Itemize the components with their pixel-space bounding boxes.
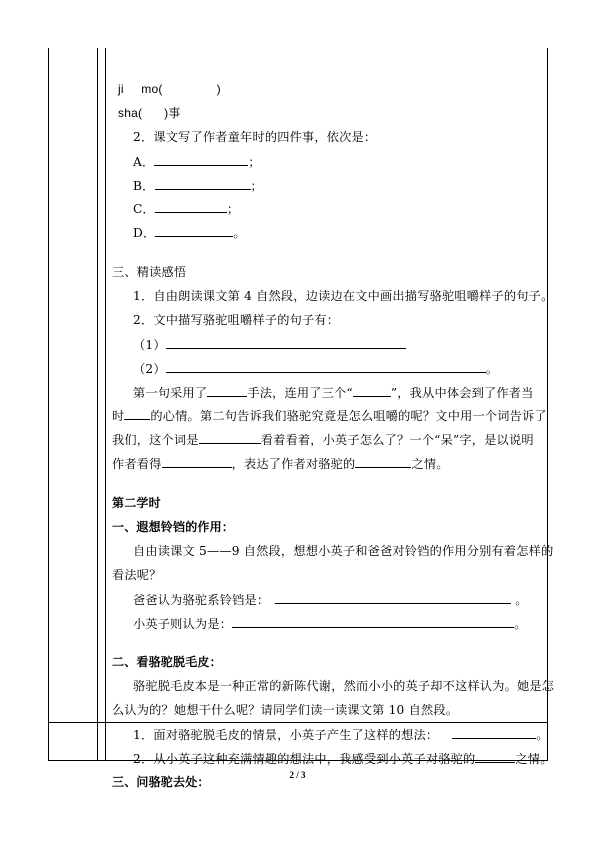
prompt-text: 之情。 [515, 752, 553, 766]
answer-blank[interactable] [475, 750, 515, 763]
paragraph-text: 我们，这个词是 [112, 433, 199, 447]
punctuation: 。 [485, 362, 499, 376]
answer-blank[interactable] [199, 431, 261, 444]
option-label: B． [133, 179, 155, 193]
punctuation: 。 [233, 226, 246, 240]
answer-blank[interactable] [124, 407, 150, 420]
reading-question-2: 2．文中描写骆驼咀嚼样子的句子有： [133, 313, 340, 327]
answer-blank[interactable] [166, 336, 406, 349]
pinyin-text: mo( [141, 82, 163, 96]
pinyin-line-1 [118, 81, 221, 97]
answer-blank[interactable] [275, 591, 511, 604]
section-heading: 三、问骆驼去处： [112, 775, 210, 789]
pinyin-text: sha( [118, 106, 143, 120]
punctuation: 。 [536, 728, 549, 742]
option-c [133, 200, 239, 217]
table-column-divider [97, 48, 98, 760]
punctuation: ； [250, 179, 263, 193]
paragraph-text: 第一句采用了 [133, 386, 208, 400]
paragraph-text: 的心情。第二句告诉我们骆驼究竟是怎么咀嚼的呢？文中用一个词告诉了 [150, 409, 547, 423]
paragraph-text: 之情。 [411, 457, 449, 471]
section-heading: 三、精读感悟 [112, 265, 187, 279]
answer-blank[interactable] [355, 455, 411, 468]
sentence-item-2 [133, 360, 498, 377]
punctuation: 。 [515, 593, 528, 607]
paragraph-line: 自由读课文 5——9 自然段，想想小英子和爸爸对铃铛的作用分别有着怎样的 [133, 544, 554, 558]
option-d [133, 224, 246, 241]
pinyin-text: )事 [164, 106, 181, 120]
page-number: 2 / 3 [289, 770, 306, 780]
answer-blank[interactable] [207, 384, 247, 397]
punctuation: 。 [514, 617, 527, 631]
paragraph-line [112, 431, 534, 448]
punctuation: ； [248, 155, 261, 169]
prompt-text: 2．从小英子这种充满情趣的想法中，我感受到小英子对骆驼的 [133, 752, 476, 766]
answer-blank[interactable] [166, 360, 486, 373]
paragraph-text: ，表达了作者对骆驼的 [231, 457, 356, 471]
paragraph-text: 手法，连用了三个“ [247, 386, 353, 400]
answer-blank[interactable] [155, 200, 227, 213]
prompt-text: 1．面对骆驼脱毛皮的情景，小英子产生了这样的想法： [133, 728, 439, 742]
option-label: D． [133, 226, 156, 240]
pinyin-text: ji [118, 82, 124, 96]
answer-blank[interactable] [353, 384, 391, 397]
answer-blank[interactable] [155, 224, 233, 237]
paragraph-line: 骆驼脱毛皮本是一种正常的新陈代谢，然而小小的英子却不这样认为。她是怎 [133, 679, 555, 693]
question-line [133, 726, 549, 743]
answer-blank[interactable] [452, 726, 536, 739]
section-heading: 二、看骆驼脱毛皮： [112, 655, 222, 669]
option-label: A． [133, 155, 155, 169]
row-divider [48, 722, 548, 723]
paragraph-line [133, 384, 534, 401]
option-b [133, 177, 263, 194]
item-label: （2） [133, 362, 166, 376]
answer-blank[interactable] [154, 153, 248, 166]
paragraph-text: 看着看着，小英子怎么了？一个“呆”字，是以说明 [260, 433, 534, 447]
prompt-text: 小英子则认为是： [133, 617, 233, 631]
answer-blank[interactable] [162, 455, 232, 468]
section-heading: 一、遐想铃铛的作用： [112, 520, 235, 534]
table-column-divider [105, 48, 106, 760]
pinyin-line-2 [118, 105, 181, 121]
question-four-events: 2．课文写了作者童年时的四件事，依次是： [133, 130, 377, 144]
reading-question-1: 1．自由朗读课文第 4 自然段，边读边在文中画出描写骆驼咀嚼样子的句子。 [133, 289, 554, 303]
ying-view-line [133, 615, 527, 632]
answer-blank[interactable] [232, 615, 514, 628]
paragraph-text: 作者看得 [112, 457, 162, 471]
paragraph-text: ”，我从中体会到了作者当 [390, 386, 534, 400]
option-label: C． [133, 202, 155, 216]
paragraph-line: 看法呢？ [112, 568, 162, 582]
sentence-item-1 [133, 336, 406, 353]
item-label: （1） [133, 338, 166, 352]
answer-blank[interactable] [155, 177, 251, 190]
paragraph-line: 么认为的？她想干什么呢？请同学们读一读课文第 10 自然段。 [112, 703, 459, 717]
prompt-text: 爸爸认为骆驼系铃铛是： [133, 593, 270, 607]
option-a [133, 153, 261, 170]
lesson-heading: 第二学时 [112, 496, 161, 510]
dad-view-line [133, 591, 528, 608]
pinyin-text: ) [216, 82, 221, 96]
punctuation: ； [226, 202, 240, 216]
paragraph-line [112, 455, 449, 472]
paragraph-text: 时 [112, 409, 125, 423]
question-line [133, 750, 553, 767]
paragraph-line [112, 407, 547, 424]
